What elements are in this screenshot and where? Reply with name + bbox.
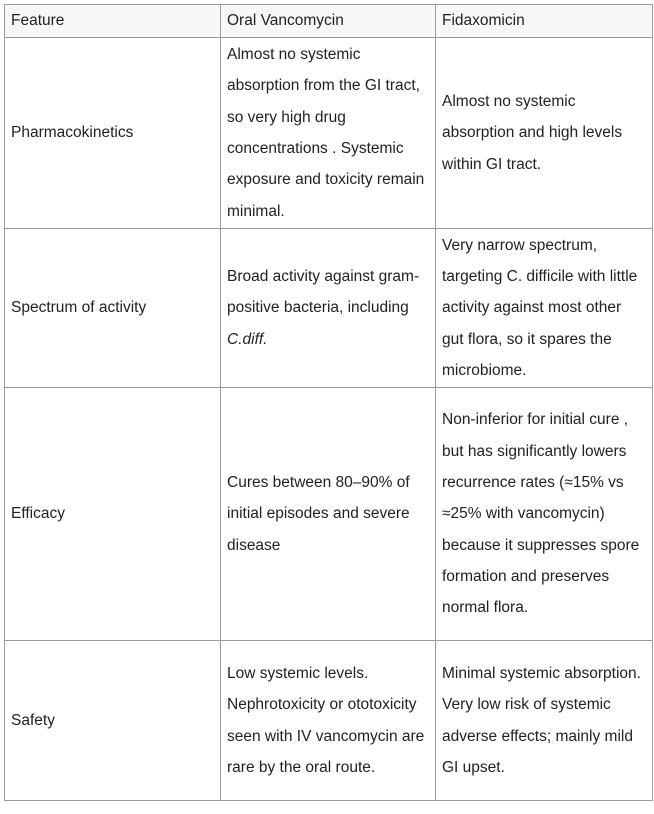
header-fidaxomicin: Fidaxomicin bbox=[436, 5, 653, 38]
vancomycin-cell bbox=[221, 229, 436, 388]
feature-cell: Spectrum of activity bbox=[5, 229, 221, 388]
table-row bbox=[5, 38, 653, 229]
vancomycin-cell: Cures between 80–90% of initial episodes and severe disease bbox=[221, 388, 436, 641]
feature-cell: Efficacy bbox=[5, 388, 221, 641]
table-row bbox=[5, 229, 653, 388]
vancomycin-cell: Low systemic levels. Nephrotoxicity or ototoxicity seen with IV vancomycin are rare by the oral route. bbox=[221, 641, 436, 801]
table-header-row bbox=[5, 5, 653, 38]
vancomycin-text: Broad activity against gram-positive bacteria, including bbox=[227, 268, 420, 317]
header-feature: Feature bbox=[5, 5, 221, 38]
fidaxomicin-cell: Non-inferior for initial cure , but has significantly lowers recurrence rates (≈15% vs ≈25% with vancomycin) because it suppresses spore formation and preserves normal flora. bbox=[436, 388, 653, 641]
header-oral-vancomycin: Oral Vancomycin bbox=[221, 5, 436, 38]
vancomycin-cell: Almost no systemic absorption from the GI tract, so very high drug concentrations . Systemic exposure and toxicity remain minimal. bbox=[221, 38, 436, 229]
fidaxomicin-cell: Very narrow spectrum, targeting C. difficile with little activity against most other gut flora, so it spares the microbiome. bbox=[436, 229, 653, 388]
fidaxomicin-cell: Minimal systemic absorption. Very low risk of systemic adverse effects; mainly mild GI upset. bbox=[436, 641, 653, 801]
feature-cell: Safety bbox=[5, 641, 221, 801]
table-row bbox=[5, 641, 653, 801]
table-row bbox=[5, 388, 653, 641]
organism-name-italic: C.diff. bbox=[227, 330, 268, 348]
feature-cell: Pharmacokinetics bbox=[5, 38, 221, 229]
comparison-table bbox=[4, 4, 653, 801]
comparison-table-container bbox=[4, 4, 653, 801]
fidaxomicin-cell: Almost no systemic absorption and high levels within GI tract. bbox=[436, 38, 653, 229]
